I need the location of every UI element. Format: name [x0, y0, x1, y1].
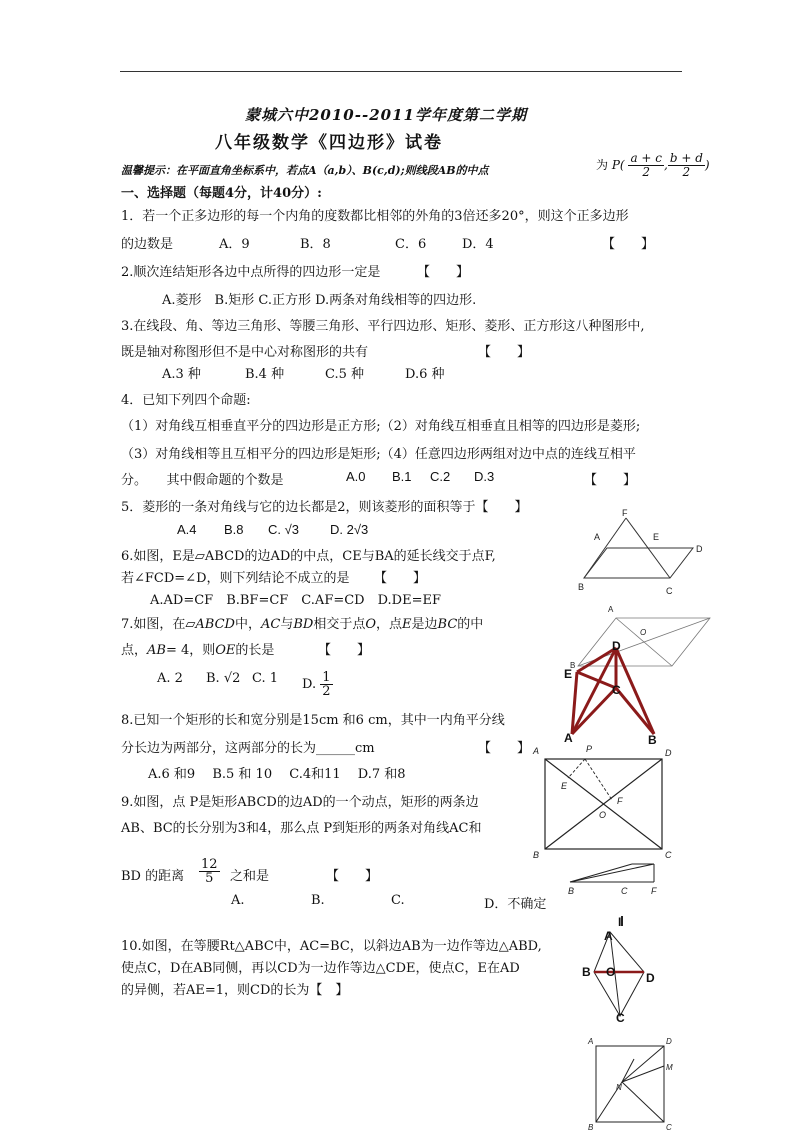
fig5-label-i: I [618, 915, 622, 929]
q5-d-value: √3 [353, 522, 369, 537]
fig4-line-2 [570, 864, 654, 882]
q4-option-c: C.2 [430, 469, 451, 484]
fig3-label-b: B [533, 850, 540, 860]
q1-option-b: B．8 [300, 237, 331, 252]
q3-line2: 既是轴对称图形但不是中心对称图形的共有 [121, 345, 369, 360]
fig2-line-cb [616, 688, 654, 734]
fig1-label-f: F [622, 508, 628, 518]
q2-options: A.菱形 B.矩形 C.正方形 D.两条对角线相等的四边形. [162, 293, 477, 308]
figure-small-triangles [560, 862, 670, 902]
fig6-label-a: A [588, 1037, 594, 1046]
figure-q10-rhombus [576, 912, 666, 1027]
q8-options: A.6 和9 B.5 和 10 C.4和11 D.7 和8 [148, 767, 406, 782]
q9-option-d: D．不确定 [484, 897, 547, 912]
q7-option-a: A. 2 [157, 671, 183, 686]
q9-line3: BD 的距离 [121, 869, 185, 884]
exam-title: 八年级数学《四边形》试卷 [215, 133, 443, 153]
fig1-label-b: B [578, 582, 585, 592]
q7-answer-bracket: 【 】 [318, 643, 371, 658]
fig3-label-d: D [665, 748, 672, 758]
formula-comma: , [664, 158, 668, 172]
q7-b-value: √2 [223, 671, 241, 686]
fig5-label-d: D [646, 971, 655, 985]
q2-line1: 2.顺次连结矩形各边中点所得的四边形一定是 [121, 265, 381, 280]
q7-option-c: C. 1 [252, 671, 279, 686]
q4-option-a: A.0 [346, 469, 366, 484]
q3-option-c: C.5 种 [325, 367, 365, 382]
q8-answer-bracket: 【 】 [478, 741, 531, 756]
q7-text-1: 7.如图，在▱ [121, 617, 196, 632]
fig2-label-o: O [640, 628, 647, 637]
q3-option-b: B.4 种 [245, 367, 285, 382]
figure-q7 [560, 600, 720, 745]
q7-oe: OE [215, 643, 236, 658]
fig3-perp-pf [585, 759, 612, 800]
q3-line1: 3.在线段、角、等边三角形、等腰三角形、平行四边形、矩形、菱形、正方形这八种图形中, [121, 319, 645, 334]
fig2-label-a-bottom: A [564, 731, 573, 745]
section-heading: 一、选择题（每题4分，计40分）: [121, 186, 322, 201]
q5-option-c [268, 522, 299, 537]
fig6-label-c: C [666, 1123, 672, 1132]
q9-option-b: B. [311, 893, 325, 908]
q10-line2: 使点C，D在AB同侧，再以CD为一边作等边△CDE，使点C，E在AD [121, 961, 520, 976]
q7-line1 [121, 613, 483, 632]
fig1-label-d: D [696, 544, 703, 554]
q5-c-value: √3 [284, 522, 299, 537]
figure-q6 [574, 508, 714, 598]
fig2-label-b-small: B [570, 661, 576, 670]
fig1-label-c: C [666, 586, 673, 596]
q5-d-label: D. 2 [330, 522, 354, 537]
fig3-label-a: A [533, 746, 540, 756]
formula-num-2: b + d [669, 151, 703, 165]
q5-c-label: C. [268, 522, 281, 537]
fig3-perp-pe [568, 759, 585, 778]
q4-line2: （1）对角线互相垂直平分的四边形是正方形;（2）对角线互相垂直且相等的四边形是菱形; [121, 419, 641, 434]
q9-option-c: C. [391, 893, 405, 908]
q1-line2: 的边数是 [121, 237, 174, 252]
q1-option-a: A．9 [219, 237, 250, 252]
q1-line1: 1．若一个正多边形的每一个内角的度数都比相邻的外角的3倍还多20°，则这个正多边形 [121, 209, 629, 224]
q2-answer-bracket: 【 】 [417, 265, 470, 280]
fig6-label-b: B [588, 1123, 594, 1132]
figure-square [584, 1034, 684, 1130]
q3-option-d: D.6 种 [405, 367, 445, 382]
q6-answer-bracket: 【 】 [374, 571, 427, 586]
fig1-label-e: E [653, 532, 660, 542]
fig1-label-a: A [594, 532, 601, 542]
fig2-line-ca [572, 688, 616, 734]
q3-option-a: A.3 种 [162, 367, 201, 382]
formula-num-1: a + c [630, 151, 662, 165]
fig3-label-p: P [586, 744, 593, 754]
fig2-diag-bd [616, 618, 672, 666]
q7-d-den: 2 [322, 684, 331, 699]
q7-text-7: 的中 [457, 617, 484, 632]
fig5-label-o: O [606, 965, 616, 979]
q9-line2: AB、BC的长分别为3和4，那么点 P到矩形的两条对角线AC和 [121, 821, 482, 836]
q7-bd: BD [293, 617, 314, 632]
q7-text-3: 与 [280, 617, 294, 632]
q9-line1: 9.如图，点 P是矩形ABCD的边AD的一个动点，矩形的两条边 [121, 795, 479, 810]
fig6-line-4 [622, 1082, 664, 1122]
header-rule [120, 71, 682, 72]
fig2-label-e: E [564, 667, 573, 681]
q4-line4: 分。 其中假命题的个数是 [121, 473, 284, 488]
tip-text [121, 162, 489, 178]
fig5-label-a: A [604, 929, 613, 943]
q7-ac: AC [260, 617, 281, 632]
q7-line2-b: 的长是 [235, 643, 275, 658]
formula-frac-2 [668, 152, 705, 179]
fig6-label-n: N [616, 1083, 622, 1092]
figure-q9 [530, 742, 680, 860]
q9-den: 5 [205, 871, 214, 886]
fig3-label-o: O [599, 810, 607, 820]
formula-suffix: 为 [596, 158, 609, 172]
q9-fraction [199, 858, 220, 885]
q6-line1: 6.如图，E是▱ABCD的边AD的中点，CE与BA的延长线交于点F, [121, 549, 496, 564]
q9-frac [199, 858, 220, 885]
fig3-label-c: C [665, 850, 672, 860]
fig2-label-a-top: A [608, 605, 614, 614]
q7-bc: BC [437, 617, 458, 632]
q7-abcd: ABCD [195, 617, 235, 632]
fig6-square [596, 1046, 664, 1122]
fig2-line-db [616, 648, 654, 734]
fig4-label-f: F [651, 886, 657, 896]
q7-line2 [121, 639, 274, 658]
q4-answer-bracket: 【 】 [584, 473, 637, 488]
q5-option-d [330, 522, 368, 537]
q8-line1: 8.已知一个矩形的长和宽分别是15cm 和6 cm，其中一内角平分线 [121, 713, 505, 728]
fig4-label-c: C [621, 886, 628, 896]
formula-den-1: 2 [642, 165, 651, 179]
q10-line1: 10.如图，在等腰Rt△ABC中，AC=BC，以斜边AB为一边作等边△ABD, [121, 939, 542, 954]
q7-d-label: D. [302, 677, 317, 692]
q9-line3b: 之和是 [230, 869, 270, 884]
q9-answer-bracket: 【 】 [326, 869, 379, 884]
q7-option-d [302, 671, 333, 698]
q7-text-4: 相交于点 [313, 617, 366, 632]
q7-text-6: 是边 [411, 617, 438, 632]
q10-line3: 的异侧，若AE=1，则CD的长为【 】 [121, 983, 349, 998]
fig2-label-c: C [612, 683, 621, 697]
fig1-parallelogram [584, 548, 693, 578]
fig2-label-b: B [648, 733, 657, 747]
q8-line2: 分长边为两部分，这两部分的长为______cm [121, 741, 375, 756]
q1-answer-bracket: 【 】 [602, 237, 655, 252]
q3-answer-bracket: 【 】 [478, 345, 531, 360]
q7-option-b [206, 671, 240, 686]
q7-text-5: ，点 [376, 617, 403, 632]
formula-den-2: 2 [682, 165, 691, 179]
formula-close: ) [704, 158, 710, 172]
fig5-label-b: B [582, 965, 591, 979]
q7-line2-a: 点， [121, 643, 148, 658]
formula-frac-1 [628, 152, 664, 179]
q7-ab: AB [147, 643, 166, 658]
fig6-label-m: M [666, 1063, 673, 1072]
q6-options: A.AD=CF B.BF=CF C.AF=CD D.DE=EF [150, 593, 442, 608]
q4-option-b: B.1 [392, 469, 412, 484]
midpoint-formula [596, 152, 710, 179]
q7-b-label: B. [206, 671, 220, 686]
q5-line1: 5．菱形的一条对角线与它的边长都是2，则该菱形的面积等于【 】 [121, 500, 528, 515]
q1-option-d: D．4 [462, 237, 494, 252]
q7-eq: = 4，则 [165, 643, 216, 658]
q6-line2: 若∠FCD=∠D，则下列结论不成立的是 [121, 571, 350, 586]
fig6-label-d: D [666, 1037, 672, 1046]
q4-option-d: D.3 [474, 469, 495, 484]
fig5-label-c: C [616, 1011, 625, 1025]
q7-d-num: 1 [322, 670, 331, 685]
q5-option-a: A.4 [177, 522, 197, 537]
fig3-label-f: F [617, 796, 623, 806]
fig2-label-d: D [612, 639, 621, 653]
fig3-label-e: E [561, 781, 568, 791]
exam-school-title: 蒙城六中2010--2011学年度第二学期 [245, 106, 527, 124]
q4-line1: 4．已知下列四个命题: [121, 393, 251, 408]
q5-option-b: B.8 [224, 522, 244, 537]
fig4-label-b: B [568, 886, 575, 896]
q7-d-frac [320, 671, 332, 698]
q1-option-c: C．6 [395, 237, 427, 252]
formula-p: P( [611, 158, 625, 172]
fig4-line-1 [570, 864, 632, 882]
q7-text-2: 中， [234, 617, 261, 632]
q4-line3: （3）对角线相等且互相平分的四边形是矩形;（4）任意四边形两组对边中点的连线互相平 [121, 447, 636, 462]
fig6-line-1 [622, 1046, 664, 1082]
q9-option-a: A. [231, 893, 245, 908]
fig6-line-2 [622, 1066, 664, 1082]
tip-main: 温馨提示：在平面直角坐标系中，若点A（a,b）、B(c,d);则线段AB的中点 [121, 164, 489, 177]
q7-o: O [365, 617, 377, 632]
q7-e: E [402, 617, 412, 632]
q9-num: 12 [201, 857, 218, 872]
